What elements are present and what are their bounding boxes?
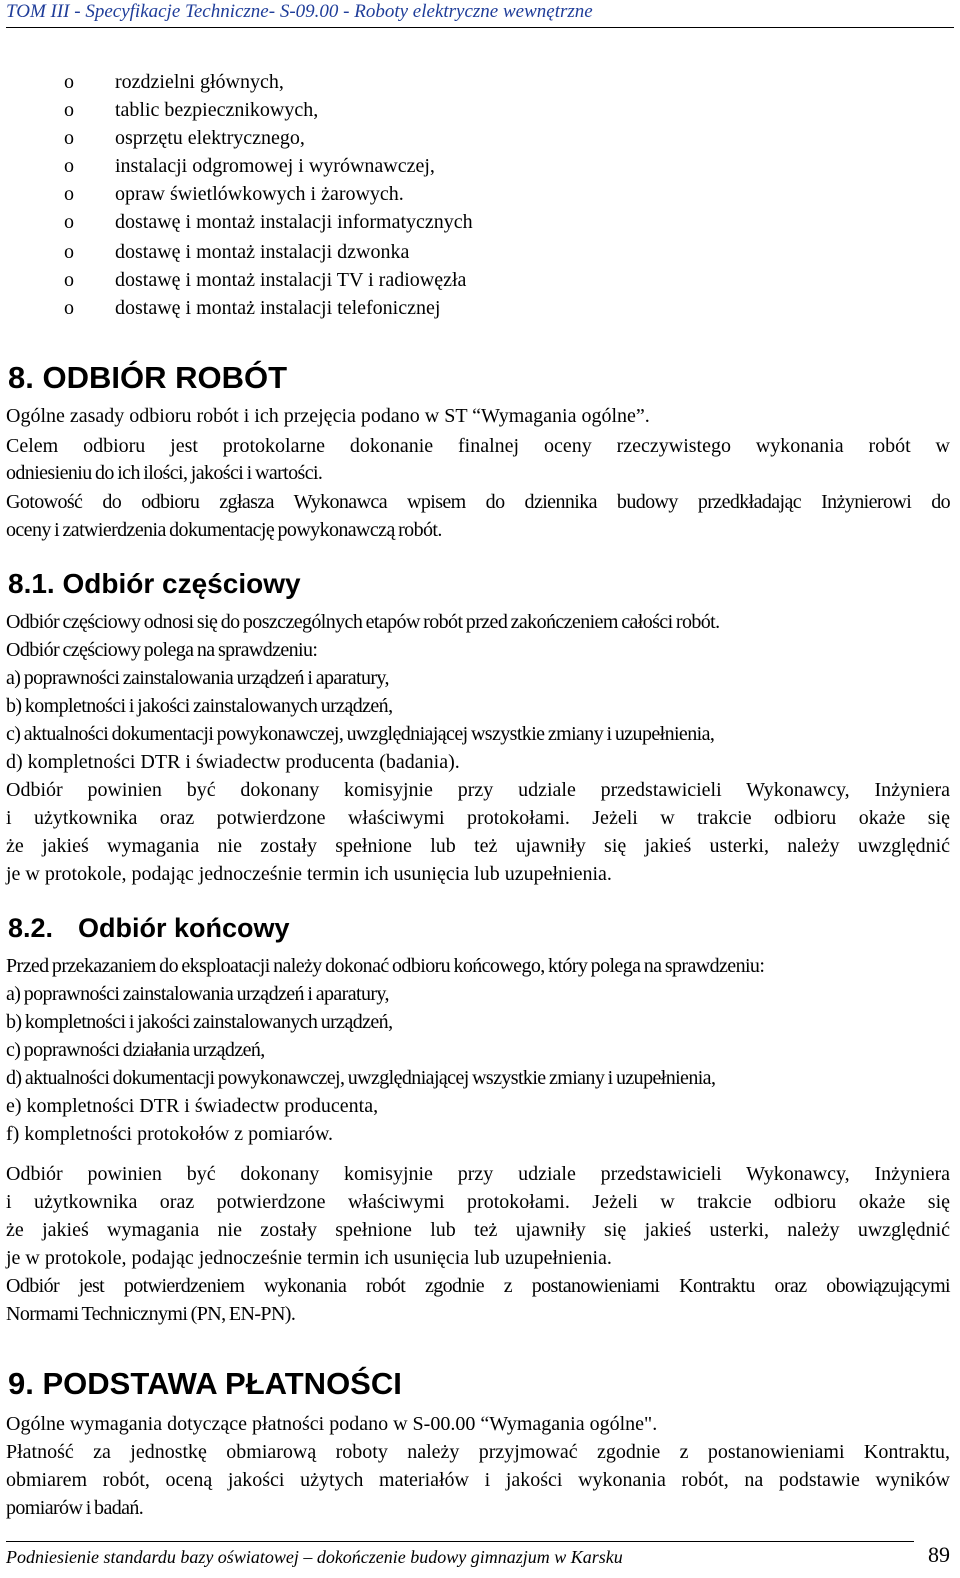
bullet-marker: o [64, 297, 74, 319]
list-item: d) kompletności DTR i świadectw producenta (badania). [6, 751, 460, 773]
paragraph-line: odniesieniu do ich ilości, jakości i wartości. [6, 462, 323, 484]
paragraph-line: Ogólne zasady odbioru robót i ich przejęcia podano w ST “Wymagania ogólne”. [6, 405, 650, 427]
subsection-heading [8, 566, 301, 602]
bullet-marker: o [64, 269, 74, 291]
list-item [0, 266, 960, 294]
list-item-text: tablic bezpiecznikowych, [115, 99, 319, 121]
list-item-text: dostawę i montaż instalacji TV i radiowęzła [115, 269, 467, 291]
paragraph-line: Celem odbioru jest protokolarne dokonanie finalnej oceny rzeczywistego wykonania robót w [6, 435, 950, 457]
list-item: a) poprawności zainstalowania urządzeń i aparatury, [6, 667, 389, 689]
header-rule [6, 27, 954, 28]
subsection-number: 8.1. [8, 568, 55, 599]
paragraph-line: że jakieś wymagania nie zostały spełnione lub też ujawniły się jakieś usterki, należy uwzględnić [6, 1219, 950, 1241]
list-item [0, 294, 960, 322]
paragraph-line: pomiarów i badań. [6, 1497, 144, 1519]
list-item-text: dostawę i montaż instalacji dzwonka [115, 241, 410, 263]
document-footer: Podniesienie standardu bazy oświatowej – dokończenie budowy gimnazjum w Karsku [6, 1547, 623, 1567]
list-item-text: rozdzielni głównych, [115, 71, 284, 93]
bullet-marker: o [64, 71, 74, 93]
list-item-text: dostawę i montaż instalacji informatycznych [115, 211, 473, 233]
list-item: e) kompletności DTR i świadectw producenta, [6, 1095, 379, 1117]
paragraph-line: oceny i zatwierdzenia dokumentację powykonawczą robót. [6, 519, 442, 541]
footer-rule [6, 1541, 914, 1542]
bullet-marker: o [64, 241, 74, 263]
list-item: b) kompletności i jakości zainstalowanych urządzeń, [6, 1011, 393, 1033]
list-item [0, 124, 960, 152]
paragraph-line: obmiarem robót, oceną jakości użytych materiałów i jakości wykonania robót, na podstawie wyników [6, 1469, 950, 1491]
list-item-text: opraw świetlówkowych i żarowych. [115, 183, 404, 205]
list-item: c) aktualności dokumentacji powykonawczej, uwzględniającej wszystkie zmiany i uzupełnienia, [6, 723, 715, 745]
section-heading: 8. ODBIÓR ROBÓT [8, 360, 288, 395]
subsection-heading [8, 912, 290, 944]
list-item: c) poprawności działania urządzeń, [6, 1039, 265, 1061]
paragraph-line: i użytkownika oraz potwierdzone właściwymi protokołami. Jeżeli w trakcie odbioru okaże się [6, 807, 950, 829]
list-item [0, 68, 960, 96]
bullet-marker: o [64, 127, 74, 149]
list-item [0, 180, 960, 208]
list-item [0, 208, 960, 236]
list-item-text: dostawę i montaż instalacji telefonicznej [115, 297, 441, 319]
list-item: a) poprawności zainstalowania urządzeń i aparatury, [6, 983, 389, 1005]
subsection-title: Odbiór końcowy [78, 913, 290, 943]
paragraph-line: Przed przekazaniem do eksploatacji należy dokonać odbioru końcowego, który polega na sprawdzeniu: [6, 955, 765, 977]
paragraph-line: Odbiór częściowy odnosi się do poszczególnych etapów robót przed zakończeniem całości robót. [6, 611, 720, 633]
section-heading [8, 1366, 402, 1402]
section-title: PODSTAWA PŁATNOŚCI [42, 1366, 402, 1401]
list-item: d) aktualności dokumentacji powykonawczej, uwzględniającej wszystkie zmiany i uzupełnienia, [6, 1067, 716, 1089]
document-header: TOM III - Specyfikacje Techniczne- S-09.00 - Roboty elektryczne wewnętrzne [6, 1, 593, 22]
paragraph-line: Płatność za jednostkę obmiarową roboty należy przyjmować zgodnie z postanowieniami Kontraktu, [6, 1441, 950, 1463]
paragraph-line: je w protokole, podając jednocześnie termin ich usunięcia lub uzupełnienia. [6, 863, 612, 885]
paragraph-line: Odbiór powinien być dokonany komisyjnie przy udziale przedstawicieli Wykonawcy, Inżyniera [6, 1163, 950, 1185]
subsection-number: 8.2. [8, 913, 54, 943]
page-number: 89 [928, 1542, 950, 1567]
bullet-marker: o [64, 155, 74, 177]
paragraph-line: i użytkownika oraz potwierdzone właściwymi protokołami. Jeżeli w trakcie odbioru okaże się [6, 1191, 950, 1213]
list-item: f) kompletności protokołów z pomiarów. [6, 1123, 333, 1145]
paragraph-line: Normami Technicznymi (PN, EN-PN). [6, 1303, 296, 1325]
section-number: 9. [8, 1366, 34, 1401]
paragraph-line: Odbiór częściowy polega na sprawdzeniu: [6, 639, 318, 661]
paragraph-line: Odbiór powinien być dokonany komisyjnie przy udziale przedstawicieli Wykonawcy, Inżyniera [6, 779, 950, 801]
bullet-marker: o [64, 99, 74, 121]
paragraph-line: że jakieś wymagania nie zostały spełnione lub też ujawniły się jakieś usterki, należy uwzględnić [6, 835, 950, 857]
subsection-title: Odbiór częściowy [62, 568, 301, 599]
paragraph-line: Odbiór jest potwierdzeniem wykonania robót zgodnie z postanowieniami Kontraktu oraz obowiązującymi [6, 1275, 950, 1297]
list-item [0, 96, 960, 124]
bullet-marker: o [64, 183, 74, 205]
paragraph-line: je w protokole, podając jednocześnie termin ich usunięcia lub uzupełnienia. [6, 1247, 612, 1269]
bullet-marker: o [64, 211, 74, 233]
list-item-text: osprzętu elektrycznego, [115, 127, 305, 149]
list-item: b) kompletności i jakości zainstalowanych urządzeń, [6, 695, 393, 717]
list-item-text: instalacji odgromowej i wyrównawczej, [115, 155, 435, 177]
paragraph-line: Ogólne wymagania dotyczące płatności podano w S-00.00 “Wymagania ogólne". [6, 1413, 658, 1435]
list-item [0, 152, 960, 180]
paragraph-line: Gotowość do odbioru zgłasza Wykonawca wpisem do dziennika budowy przedkładając Inżynierowi do [6, 491, 950, 513]
list-item [0, 238, 960, 266]
